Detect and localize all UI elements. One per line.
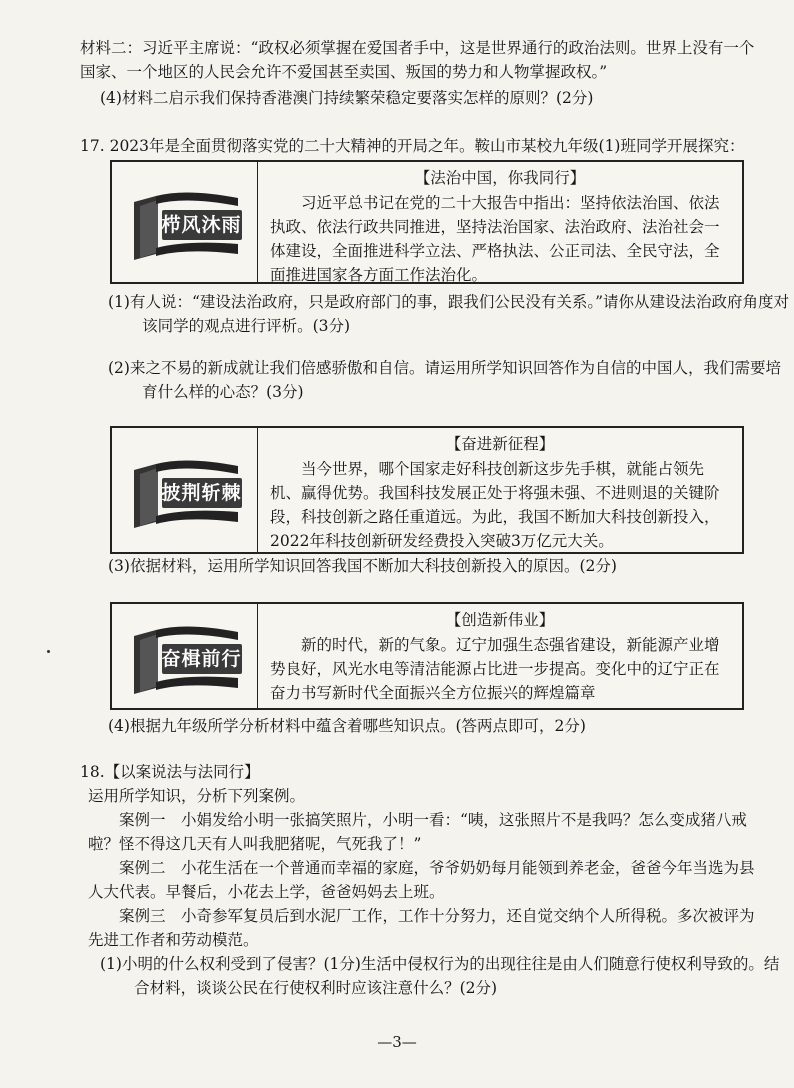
- material-box-3: [110, 602, 744, 710]
- box-3-title: 【创造新伟业】: [445, 611, 555, 629]
- badge-label-2: 披荆斩棘: [162, 478, 242, 508]
- case-1: 案例一 小娟发给小明一张搞笑照片，小明一看：“咦，这张照片不是我吗？怎么变成猪八戒啦？怪不得这几天有人叫我肥猪呢，气死我了！”: [88, 811, 747, 853]
- material-box-1: [110, 160, 744, 284]
- question-17-2: (2)来之不易的新成就让我们倍感骄傲和自信。请运用所学知识回答作为自信的中国人，我们需要培育什么样的心态？(3分): [108, 359, 781, 401]
- question-17-4: (4)根据九年级所学分析材料中蕴含着哪些知识点。(答两点即可，2分): [108, 717, 586, 735]
- material-2-text: 材料二：习近平主席说：“政权必须掌握在爱国者手中，这是世界通行的政治法则。世界上没有一个国家、一个地区的人民会允许不爱国甚至卖国、叛国的势力和人物掌握政权。”: [80, 39, 755, 81]
- box-2-text: 当今世界，哪个国家走好科技创新这步先手棋，就能占领先机、赢得优势。我国科技发展正处于将强未强、不进则退的关键阶段，科技创新之路任重道远。为此，我国不断加大科技创新投入，2022年科技创新研发经费投入突破3万亿元大关。: [270, 460, 720, 550]
- question-18-lead: 运用所学知识，分析下列案例。: [88, 787, 306, 805]
- question-16-4: (4)材料二启示我们保持香港澳门持续繁荣稳定要落实怎样的原则？(2分): [100, 89, 594, 107]
- question-17-intro: 17. 2023年是全面贯彻落实党的二十大精神的开局之年。鞍山市某校九年级(1)班同学开展探究：: [80, 137, 745, 155]
- question-17-3: (3)依据材料，运用所学知识回答我国不断加大科技创新投入的原因。(2分): [108, 557, 617, 575]
- box-3-content: [258, 604, 742, 708]
- material-box-2: [110, 426, 744, 554]
- badge-container-2: [112, 428, 258, 552]
- box-1-content: [258, 162, 742, 282]
- question-18-heading: 18.【以案说法与法同行】: [80, 763, 260, 781]
- box-1-title: 【法治中国，你我同行】: [414, 169, 586, 187]
- box-2-title: 【奋进新征程】: [445, 435, 555, 453]
- box-2-content: [258, 428, 742, 552]
- box-1-text: 习近平总书记在党的二十大报告中指出：坚持依法治国、依法执政、依法行政共同推进，坚持法治国家、法治政府、法治社会一体建设，全面推进科学立法、严格执法、公正司法、全民守法，全面推进国家各方面工作法治化。: [270, 194, 720, 284]
- badge-container-1: [112, 162, 258, 282]
- question-18-1: (1)小明的什么权利受到了侵害？(1分)生活中侵权行为的出现往往是由人们随意行使权利导致的。结合材料，谈谈公民在行使权利时应该注意什么？(2分): [100, 955, 780, 997]
- question-17-1: (1)有人说：“建设法治政府，只是政府部门的事，跟我们公民没有关系。”请你从建设法治政府角度对该同学的观点进行评析。(3分): [108, 293, 790, 335]
- box-3-text: 新的时代，新的气象。辽宁加强生态强省建设，新能源产业增势良好，风光水电等清洁能源占比进一步提高。变化中的辽宁正在奋力书写新时代全面振兴全方位振兴的辉煌篇章: [270, 636, 720, 702]
- case-2: 案例二 小花生活在一个普通而幸福的家庭，爷爷奶奶每月能领到养老金，爸爸今年当选为县人大代表。早餐后，小花去上学，爸爸妈妈去上班。: [88, 859, 755, 901]
- badge-label-1: 栉风沐雨: [162, 210, 242, 240]
- book-icon: [126, 182, 244, 262]
- case-3: 案例三 小奇参军复员后到水泥厂工作，工作十分努力，还自觉交纳个人所得税。多次被评为先进工作者和劳动模范。: [88, 907, 755, 949]
- book-icon: [126, 450, 244, 530]
- page-number: —3—: [377, 1033, 417, 1051]
- scan-speck: [47, 650, 50, 653]
- badge-label-3: 奋楫前行: [162, 644, 242, 674]
- book-icon: [126, 616, 244, 696]
- badge-container-3: [112, 604, 258, 708]
